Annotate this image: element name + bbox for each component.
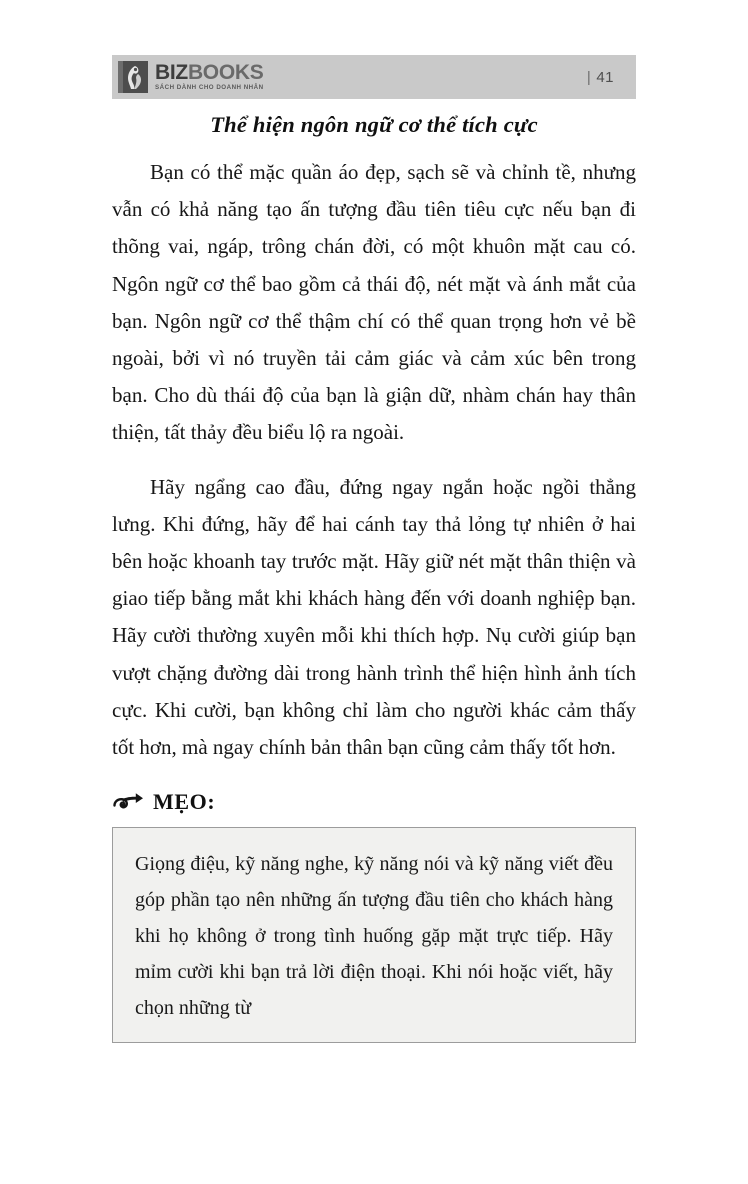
page-number — [587, 69, 614, 86]
logo-word — [155, 62, 264, 83]
tip-label: MẸO: — [153, 789, 216, 815]
logo-word-books: BOOKS — [187, 61, 264, 85]
tip-box-text: Giọng điệu, kỹ năng nghe, kỹ năng nói và kỹ năng viết đều góp phần tạo nên những ấn tượng đầu tiên cho khách hàng khi họ không ở trong tình huống gặp mặt trực tiếp. Hãy mỉm cười khi bạn trả lời điện thoại. Khi nói hoặc viết, hãy chọn những từ — [135, 853, 613, 1020]
section-title: Thể hiện ngôn ngữ cơ thể tích cực — [210, 112, 538, 137]
page-number-separator: | — [586, 68, 592, 86]
book-person-logo-icon — [118, 61, 148, 93]
page-content — [112, 112, 636, 1043]
page-number-value: 41 — [596, 68, 614, 86]
tip-box — [112, 827, 636, 1043]
logo-word-biz: BIZ — [155, 61, 188, 85]
logo-wordmark — [155, 62, 264, 91]
logo-book-spine — [118, 61, 123, 93]
logo-figure-icon — [126, 65, 143, 90]
body-paragraph-2: Hãy ngẩng cao đầu, đứng ngay ngắn hoặc ngồi thẳng lưng. Khi đứng, hãy để hai cánh tay thả lỏng tự nhiên ở hai bên hoặc khoanh tay trước mặt. Hãy giữ nét mặt thân thiện và giao tiếp bằng mắt khi khách hàng đến với doanh nghiệp bạn. Hãy cười thường xuyên mỗi khi thích hợp. Nụ cười giúp bạn vượt chặng đường dài trong hành trình thể hiện hình ảnh tích cực. Khi cười, bạn không chỉ làm cho người khác cảm thấy tốt hơn, mà ngay chính bản thân bạn cũng cảm thấy tốt hơn. — [112, 474, 636, 760]
bizbooks-logo — [118, 61, 264, 93]
tip-heading — [112, 789, 636, 815]
body-paragraph-1: Bạn có thể mặc quần áo đẹp, sạch sẽ và chỉnh tề, nhưng vẫn có khả năng tạo ấn tượng đầu tiên tiêu cực nếu bạn đi thõng vai, ngáp, trông chán đời, có một khuôn mặt cau có. Ngôn ngữ cơ thể bao gồm cả thái độ, nét mặt và ánh mắt của bạn. Ngôn ngữ cơ thể thậm chí có thể quan trọng hơn vẻ bề ngoài, bởi vì nó truyền tải cảm giác và cảm xúc bên trong bạn. Cho dù thái độ của bạn là giận dữ, nhàm chán hay thân thiện, tất thảy đều biểu lộ ra ngoài. — [112, 160, 636, 445]
logo-tagline: SÁCH DÀNH CHO DOANH NHÂN — [155, 84, 264, 92]
page-header — [112, 55, 636, 99]
curved-pointing-arrow-icon — [112, 791, 146, 813]
